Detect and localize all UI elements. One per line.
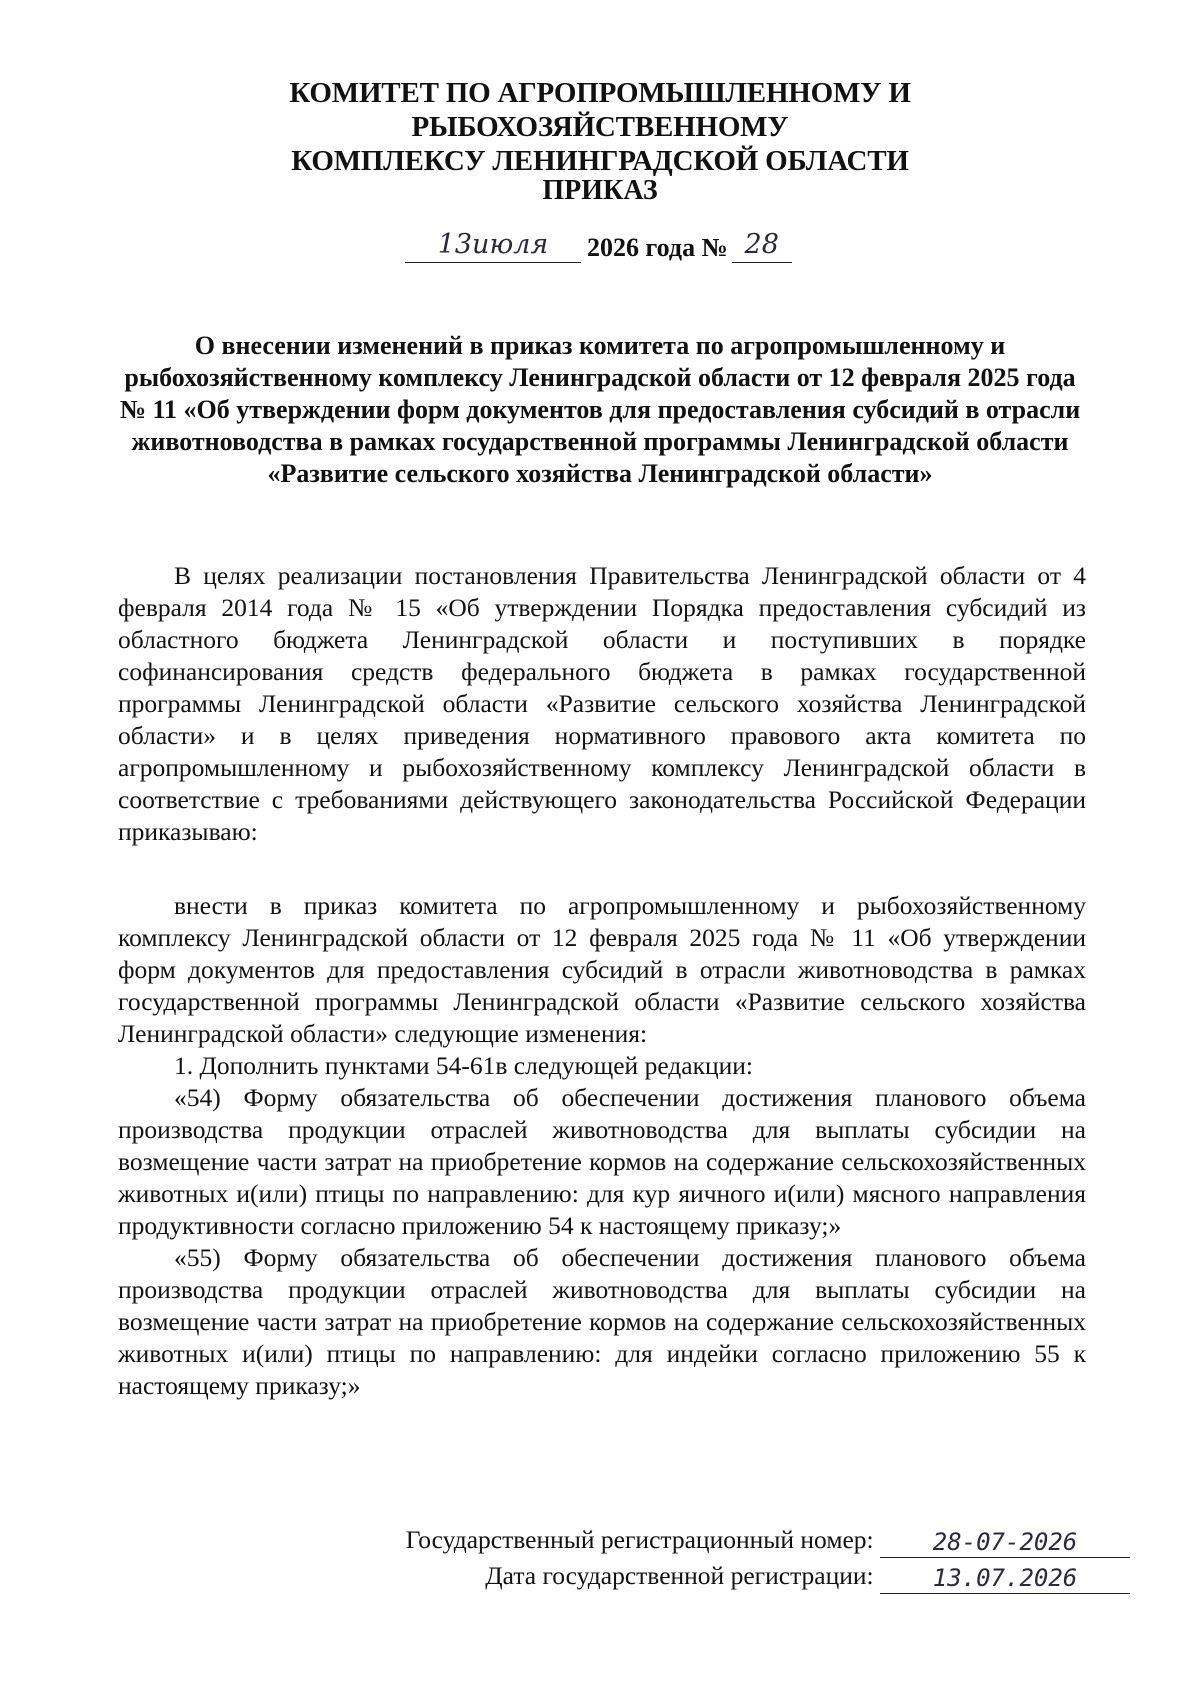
directive-paragraph: внести в приказ комитета по агропромышленному и рыбохозяйственному комплексу Ленинградской области от 12 февраля 2025 года № 11 «Об утверждении форм документов для предоставления субсидий в отрасли животноводства в рамках государственной программы Ленинградской области «Развитие сельского хозяйства Ленинградской области» следующие изменения: bbox=[118, 891, 1086, 1048]
registration-date-label: Дата государственной регистрации: bbox=[485, 1561, 874, 1590]
registration-date-row bbox=[300, 1558, 1130, 1594]
organization-line-2: КОМПЛЕКСУ ЛЕНИНГРАДСКОЙ ОБЛАСТИ bbox=[291, 145, 909, 177]
order-year-label: 2026 года № bbox=[587, 233, 728, 262]
item-54-paragraph: «54) Форму обязательства об обеспечении достижения планового объема производства продукции отраслей животноводства для выплаты субсидии на возмещение части затрат на приобретение кормов на содержание сельскохозяйственных животных и(или) птицы по направлению: для кур яичного и(или) мясного направления продуктивности согласно приложению 54 к настоящему приказу;» bbox=[118, 1083, 1086, 1240]
preamble-block bbox=[118, 560, 1086, 848]
item-1-paragraph: 1. Дополнить пунктами 54-61в следующей редакции: bbox=[174, 1051, 754, 1080]
order-date-number-line bbox=[405, 229, 825, 274]
organization-line-1: КОМИТЕТ ПО АГРОПРОМЫШЛЕННОМУ И РЫБОХОЗЯЙСТВЕННОМУ bbox=[289, 77, 911, 143]
preamble-paragraph: В целях реализации постановления Правительства Ленинградской области от 4 февраля 2014 года № 15 «Об утверждении Порядка предоставления субсидий из областного бюджета Ленинградской области и поступивших в порядке софинансирования средств федерального бюджета в рамках государственной программы Ленинградской области «Развитие сельского хозяйства Ленинградской области» и в целях приведения нормативного правового акта комитета по агропромышленному и рыбохозяйственному комплексу Ленинградской области в соответствие с требованиями действующего законодательства Российской Федерации приказываю: bbox=[118, 561, 1086, 846]
organization-name bbox=[100, 76, 1100, 178]
item-55-paragraph: «55) Форму обязательства об обеспечении достижения планового объема производства продукции отраслей животноводства для выплаты субсидии на возмещение части затрат на приобретение кормов на содержание сельскохозяйственных животных и(или) птицы по направлению: для индейки согласно приложению 55 к настоящему приказу;» bbox=[118, 1243, 1086, 1400]
registration-number-row bbox=[300, 1522, 1130, 1558]
registration-number-label: Государственный регистрационный номер: bbox=[405, 1525, 874, 1554]
directive-block bbox=[118, 890, 1086, 1402]
registration-block bbox=[300, 1522, 1130, 1594]
registration-date-value: 13.07.2026 bbox=[880, 1563, 1130, 1594]
order-number-handwritten: 28 bbox=[732, 232, 792, 263]
document-type: ПРИКАЗ bbox=[542, 175, 658, 206]
order-date-handwritten: 13июля bbox=[405, 232, 581, 263]
registration-number-value: 28-07-2026 bbox=[880, 1527, 1130, 1558]
order-subject: О внесении изменений в приказ комитета по агропромышленному и рыбохозяйственному комплексу Ленинградской области от 12 февраля 2025 года № 11 «Об утверждении форм документов для предоставления субсидий в отрасли животноводства в рамках государственной программы Ленинградской области «Развитие сельского хозяйства Ленинградской области» bbox=[119, 331, 1081, 488]
